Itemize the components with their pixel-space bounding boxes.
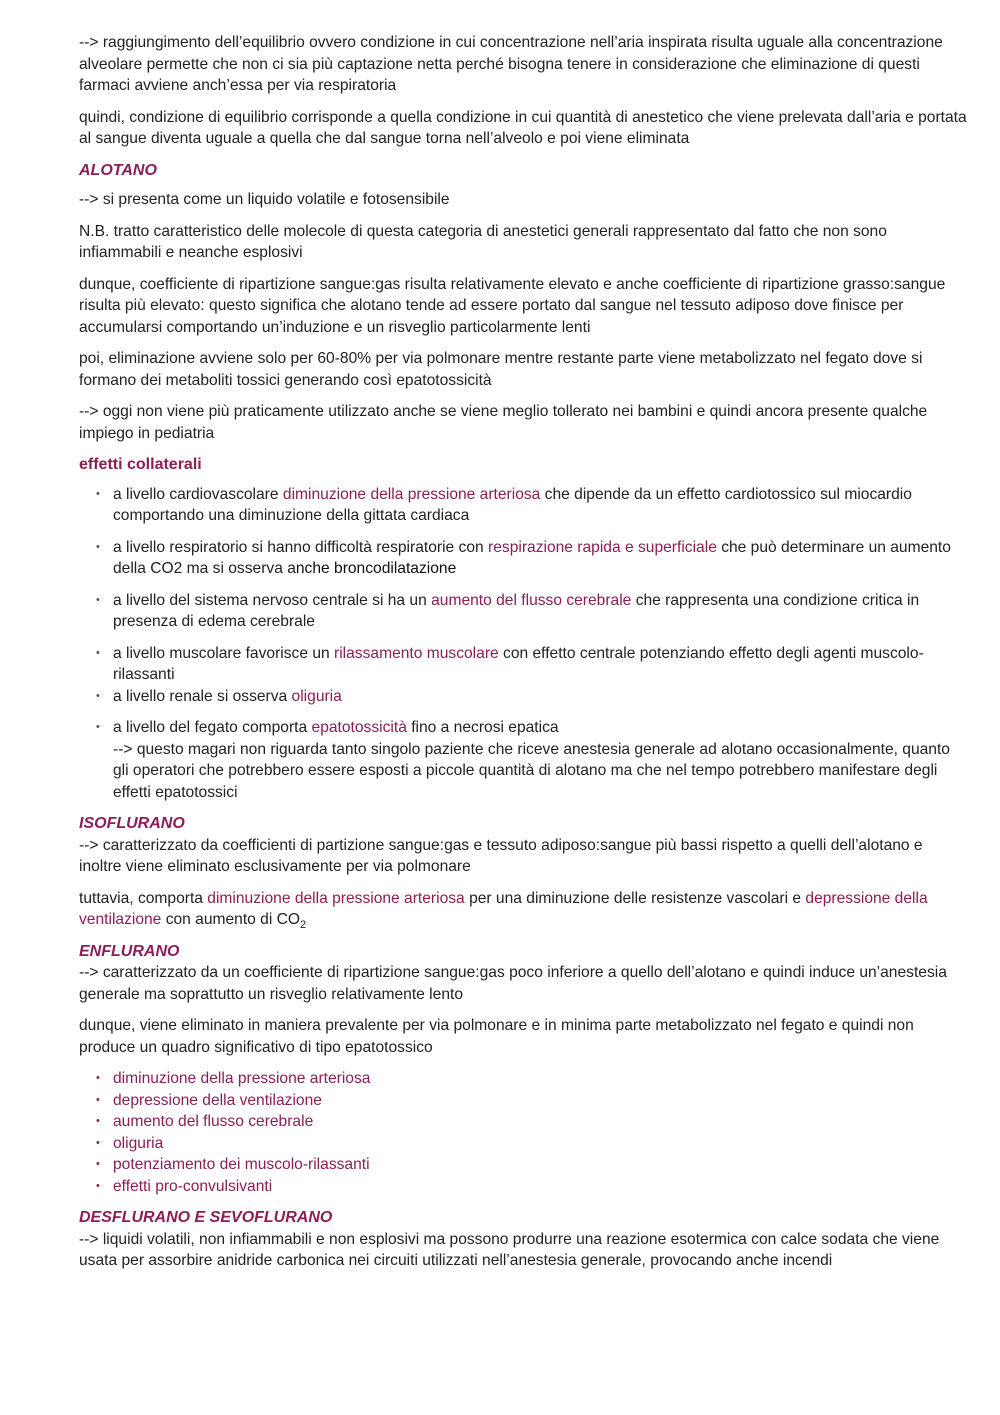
enflurano-paragraph-1: --> caratterizzato da un coefficiente di ripartizione sangue:gas poco inferiore a quello dell’alotano e quindi induce un’anestesia generale ma soprattutto un risveglio relativamente lento (79, 964, 947, 1003)
list-item: • effetti pro-convulsivanti (79, 1176, 967, 1198)
alotano-paragraph-2: N.B. tratto caratteristico delle molecole di questa categoria di anestetici generali rappresentato dal fatto che non sono infiammabili e neanche esplosivi (79, 222, 887, 261)
enflurano-paragraph-2: dunque, viene eliminato in maniera prevalente per via polmonare e in minima parte metabolizzato nel fegato e quindi non produce un quadro significativo di tipo epatotossico (79, 1017, 914, 1056)
effect-highlight: rilassamento muscolare (334, 644, 499, 662)
effect-highlight: diminuzione della pressione arteriosa (282, 485, 541, 503)
list-item: • potenziamento dei muscolo-rilassanti (79, 1154, 967, 1176)
isoflurano-paragraph-1: --> caratterizzato da coefficienti di partizione sangue:gas e tessuto adiposo:sangue più bassi rispetto a quelli dell’alotano e inoltre viene eliminato esclusivamente per via polmonare (79, 836, 923, 875)
desflurano-paragraph-1: --> liquidi volatili, non infiammabili e non esplosivi ma possono produrre una reazione esotermica con calce sodata che viene usata per assorbire anidride carbonica nei circuiti utilizzati nell’anestesia generale, provocando anche incendi (79, 1230, 940, 1269)
intro-paragraph-2: quindi, condizione di equilibrio corrisponde a quella condizione in cui quantità di anestetico che viene prelevata dall’aria e portata al sangue diventa uguale a quella che dal sangue torna nell’alveolo e poi viene eliminata (79, 108, 967, 147)
effect-text: con effetto centrale potenziando effetto degli agenti muscolo-rilassanti (113, 644, 924, 683)
effect-note: --> questo magari non riguarda tanto singolo paziente che riceve anestesia generale ad alotano occasionalmente, quanto gli operatori che potrebbero essere esposti a piccole quantità di alotano ma che nel tempo potrebbero manifestare degli effetti epatotossici (113, 740, 950, 801)
list-item: • oliguria (79, 1133, 967, 1155)
document-page (79, 32, 967, 1282)
list-item: • depressione della ventilazione (79, 1090, 967, 1112)
heading-alotano: ALOTANO (79, 161, 157, 179)
effect-highlight: aumento del flusso cerebrale (431, 591, 632, 609)
list-item: • aumento del flusso cerebrale (79, 1111, 967, 1133)
heading-enflurano: ENFLURANO (79, 942, 180, 960)
subscript: 2 (300, 919, 307, 932)
effect-text: fino a necrosi epatica (406, 719, 559, 736)
heading-effetti-collaterali: effetti collaterali (79, 456, 202, 473)
intro-paragraph-1: --> raggiungimento dell’equilibrio ovvero condizione in cui concentrazione nell’aria inspirata risulta uguale alla concentrazione alveolare permette che non ci sia più captazione netta perché bisogna tenere in considerazione che eliminazione di questi farmaci avviene anch’essa per via respiratoria (79, 34, 943, 94)
effect-text: nche broncodilatazione (295, 560, 457, 577)
text-run: con aumento di CO (161, 911, 301, 928)
alotano-paragraph-3: dunque, coefficiente di ripartizione sangue:gas risulta relativamente elevato e anche coefficiente di ripartizione grasso:sangue risulta più elevato: questo significa che alotano tende ad essere portato dal sangue nel tessuto adiposo dove finisce per accumularsi comportando un’induzione e un risveglio particolarmente lenti (79, 275, 946, 336)
effect-highlight: respirazione rapida e superficiale (488, 538, 717, 556)
effect-text: che dipende da un effetto cardiotossico sul miocardio comportando una diminuzione della gittata cardiaca (113, 485, 912, 524)
text-run: tuttavia, comporta (79, 889, 208, 907)
list-item (79, 717, 967, 803)
alotano-paragraph-1: --> si presenta come un liquido volatile e fotosensibile (79, 191, 450, 208)
alotano-paragraph-5: --> oggi non viene più praticamente utilizzato anche se viene meglio tollerato nei bambini e quindi ancora presente qualche impiego in pediatria (79, 403, 928, 442)
effect-text: che rappresenta una condizione critica in presenza di edema cerebrale (113, 591, 920, 630)
text-run: per una diminuzione delle resistenze vascolari e (464, 889, 806, 907)
heading-isoflurano: ISOFLURANO (79, 815, 185, 832)
text-highlight: diminuzione della pressione arteriosa (207, 889, 465, 907)
effect-text: a livello del fegato comporta (113, 719, 312, 736)
isoflurano-paragraph-2 (79, 888, 967, 931)
effect-text: a livello respiratorio si hanno difficoltà respiratorie con (113, 538, 489, 556)
effect-text: a livello cardiovascolare (113, 485, 283, 503)
list-item (79, 686, 967, 708)
alotano-effects-list (79, 484, 967, 804)
enflurano-effects-list (79, 1068, 967, 1197)
effect-highlight: epatotossicità (311, 719, 407, 736)
effect-text: a livello muscolare favorisce un (113, 644, 335, 662)
text-highlight: depressione della ventilazione (79, 889, 928, 928)
list-item (79, 484, 967, 527)
effect-text: che può determinare un aumento della CO2 ma si osserva a (113, 538, 951, 577)
alotano-paragraph-4: poi, eliminazione avviene solo per 60-80% per via polmonare mentre restante parte viene metabolizzato nel fegato dove si formano dei metaboliti tossici generando così epatotossicità (79, 350, 923, 389)
effect-text: a livello del sistema nervoso centrale si ha un (113, 591, 432, 609)
list-item (79, 643, 967, 686)
effect-text: a livello renale si osserva (113, 687, 292, 705)
list-item (79, 537, 967, 580)
effect-highlight: oliguria (291, 687, 342, 705)
list-item (79, 590, 967, 633)
heading-desflurano-sevoflurano: DESFLURANO E SEVOFLURANO (79, 1209, 333, 1226)
list-item: • diminuzione della pressione arteriosa (79, 1068, 967, 1090)
